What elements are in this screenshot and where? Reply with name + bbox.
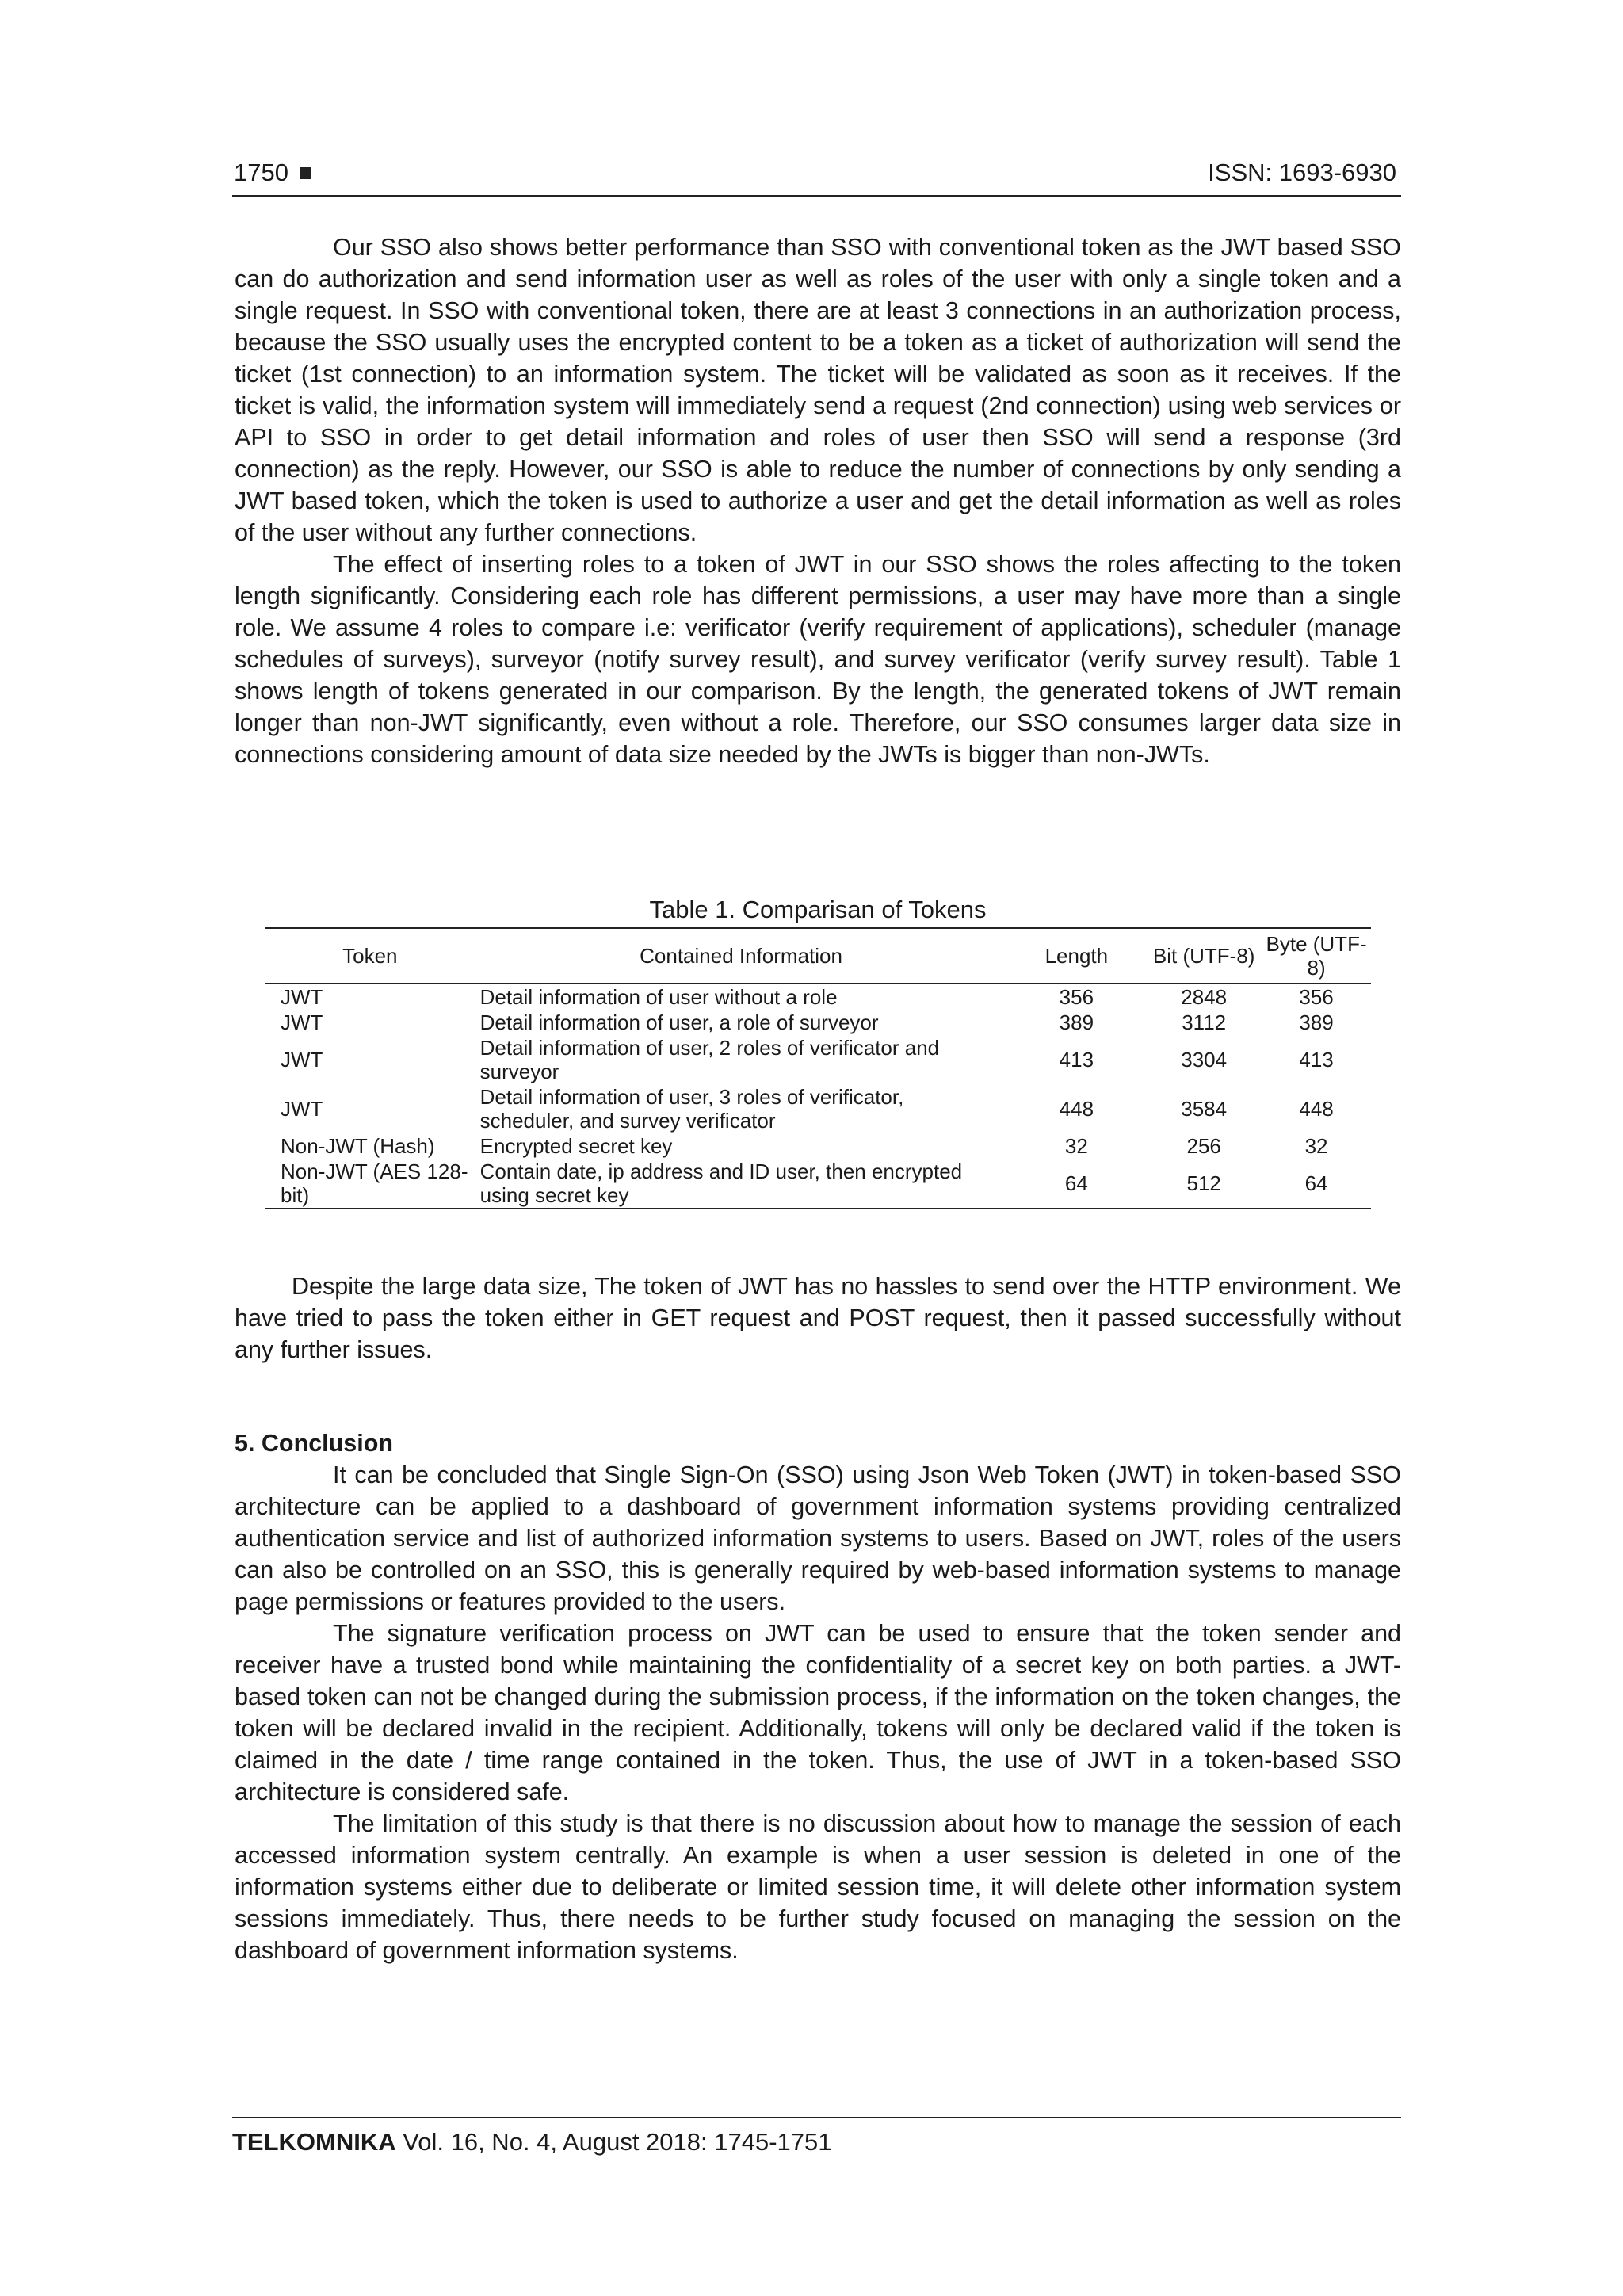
page-number-wrap bbox=[234, 157, 311, 189]
header-length: Length bbox=[1006, 928, 1146, 984]
cell-byte: 413 bbox=[1299, 1048, 1334, 1072]
cell-info: Detail information of user, 2 roles of verificator and surveyor bbox=[479, 1036, 940, 1083]
table-header-row bbox=[265, 928, 1371, 984]
cell-byte: 356 bbox=[1299, 985, 1334, 1009]
paragraph-conclusion-2: The signature verification process on JWT can be used to ensure that the token sender and receiver have a trusted bond while maintaining the confidentiality of a secret key on both parties. a JWT-based token can not be changed during the submission process, if the information on the token changes, the token will be declared invalid in the recipient. Additionally, tokens will only be declared valid if the token is claimed in the date / time range contained in the token. Thus, the use of JWT in a token-based SSO architecture is considered safe. bbox=[235, 1620, 1401, 1805]
cell-bit: 2848 bbox=[1181, 985, 1228, 1009]
table-row bbox=[265, 1035, 1371, 1084]
cell-info: Detail information of user, 3 roles of verificator, scheduler, and survey verificator bbox=[479, 1085, 904, 1133]
cell-token: Non-JWT (Hash) bbox=[281, 1134, 435, 1158]
paragraph-sso-performance: Our SSO also shows better performance than SSO with conventional token as the JWT based SSO can do authorization and send information user as well as roles of the user with only a single token and a single request. In SSO with conventional token, there are at least 3 connections in an authorization process, because the SSO usually uses the encrypted content to be a token as a ticket of authorization will send the ticket (1st connection) to an information system. The ticket will be validated as soon as it receives. If the ticket is valid, the information system will immediately send a request (2nd connection) using web services or API to SSO in order to get detail information and roles of user then SSO will send a response (3rd connection) as the reply. However, our SSO is able to reduce the number of connections by only sending a JWT based token, which the token is used to authorize a user and get the detail information as well as roles of the user without any further connections. bbox=[235, 234, 1401, 546]
cell-bit: 3304 bbox=[1181, 1048, 1228, 1072]
cell-byte: 32 bbox=[1304, 1134, 1328, 1158]
cell-token: Non-JWT (AES 128-bit) bbox=[281, 1159, 468, 1207]
cell-bit: 512 bbox=[1186, 1171, 1221, 1195]
cell-token: JWT bbox=[281, 985, 323, 1009]
cell-token: JWT bbox=[281, 1097, 323, 1121]
header-byte: Byte (UTF-8) bbox=[1262, 928, 1371, 984]
paragraph-roles-effect: The effect of inserting roles to a token of JWT in our SSO shows the roles affecting to the token length significantly. Considering each role has different permissions, a user may have more than a single role. We assume 4 roles to compare i.e: verificator (verify requirement of applications), scheduler (manage schedules of surveys), surveyor (notify survey result), and survey verificator (verify survey result). Table 1 shows length of tokens generated in our comparison. By the length, the generated tokens of JWT remain longer than non-JWT significantly, even without a role. Therefore, our SSO consumes larger data size in connections considering amount of data size needed by the JWTs is bigger than non-JWTs. bbox=[235, 551, 1401, 768]
cell-bit: 256 bbox=[1186, 1134, 1221, 1158]
cell-length: 448 bbox=[1059, 1097, 1094, 1121]
table-row bbox=[265, 1133, 1371, 1159]
paragraph-conclusion-1: It can be concluded that Single Sign-On (SSO) using Json Web Token (JWT) in token-based SSO architecture can be applied to a dashboard of government information systems providing centralized authentication service and list of authorized information systems to users. Based on JWT, roles of the users can also be controlled on an SSO, this is generally required by web-based information systems to manage page permissions or features provided to the users. bbox=[235, 1461, 1401, 1615]
body-section-http bbox=[235, 1270, 1401, 1366]
header-token: Token bbox=[265, 928, 475, 984]
cell-info: Detail information of user without a role bbox=[479, 985, 838, 1009]
issn: ISSN: 1693-6930 bbox=[1208, 159, 1396, 186]
page-header bbox=[232, 157, 1401, 197]
body-section-discussion bbox=[235, 231, 1401, 770]
body-section-conclusion bbox=[235, 1427, 1401, 1966]
journal-name: TELKOMNIKA bbox=[232, 2128, 396, 2156]
cell-byte: 448 bbox=[1299, 1097, 1334, 1121]
cell-length: 356 bbox=[1059, 985, 1094, 1009]
table-caption: Table 1. Comparisan of Tokens bbox=[649, 896, 987, 923]
journal-citation: Vol. 16, No. 4, August 2018: 1745-1751 bbox=[403, 2128, 832, 2156]
table-row bbox=[265, 1159, 1371, 1209]
cell-info: Encrypted secret key bbox=[479, 1134, 673, 1158]
page-footer bbox=[232, 2117, 1401, 2158]
header-bit: Bit (UTF-8) bbox=[1146, 928, 1262, 984]
cell-length: 32 bbox=[1064, 1134, 1088, 1158]
page-number: 1750 bbox=[234, 159, 288, 186]
cell-token: JWT bbox=[281, 1010, 323, 1034]
header-contained-information: Contained Information bbox=[475, 928, 1007, 984]
paragraph-conclusion-3: The limitation of this study is that there is no discussion about how to manage the session of each accessed information system centrally. An example is when a user session is deleted in one of the information systems either due to deliberate or limited session time, it will delete other information system sessions immediately. Thus, there needs to be further study focused on managing the session on the dashboard of government information systems. bbox=[235, 1810, 1401, 1964]
cell-length: 64 bbox=[1064, 1171, 1088, 1195]
cell-token: JWT bbox=[281, 1048, 323, 1072]
paragraph-http-transfer: Despite the large data size, The token of JWT has no hassles to send over the HTTP environment. We have tried to pass the token either in GET request and POST request, then it passed successfully without any further issues. bbox=[235, 1273, 1401, 1363]
cell-byte: 64 bbox=[1304, 1171, 1328, 1195]
cell-bit: 3112 bbox=[1182, 1010, 1227, 1034]
table-row bbox=[265, 1010, 1371, 1035]
cell-bit: 3584 bbox=[1181, 1097, 1228, 1121]
table-row bbox=[265, 1084, 1371, 1133]
table-row bbox=[265, 984, 1371, 1010]
square-bullet-icon bbox=[300, 167, 311, 179]
cell-length: 413 bbox=[1059, 1048, 1094, 1072]
tokens-table bbox=[265, 927, 1371, 1209]
cell-byte: 389 bbox=[1299, 1010, 1334, 1034]
cell-info: Contain date, ip address and ID user, then encrypted using secret key bbox=[479, 1159, 963, 1207]
section-title-conclusion: 5. Conclusion bbox=[235, 1430, 393, 1457]
cell-length: 389 bbox=[1059, 1010, 1094, 1034]
cell-info: Detail information of user, a role of surveyor bbox=[479, 1010, 879, 1034]
